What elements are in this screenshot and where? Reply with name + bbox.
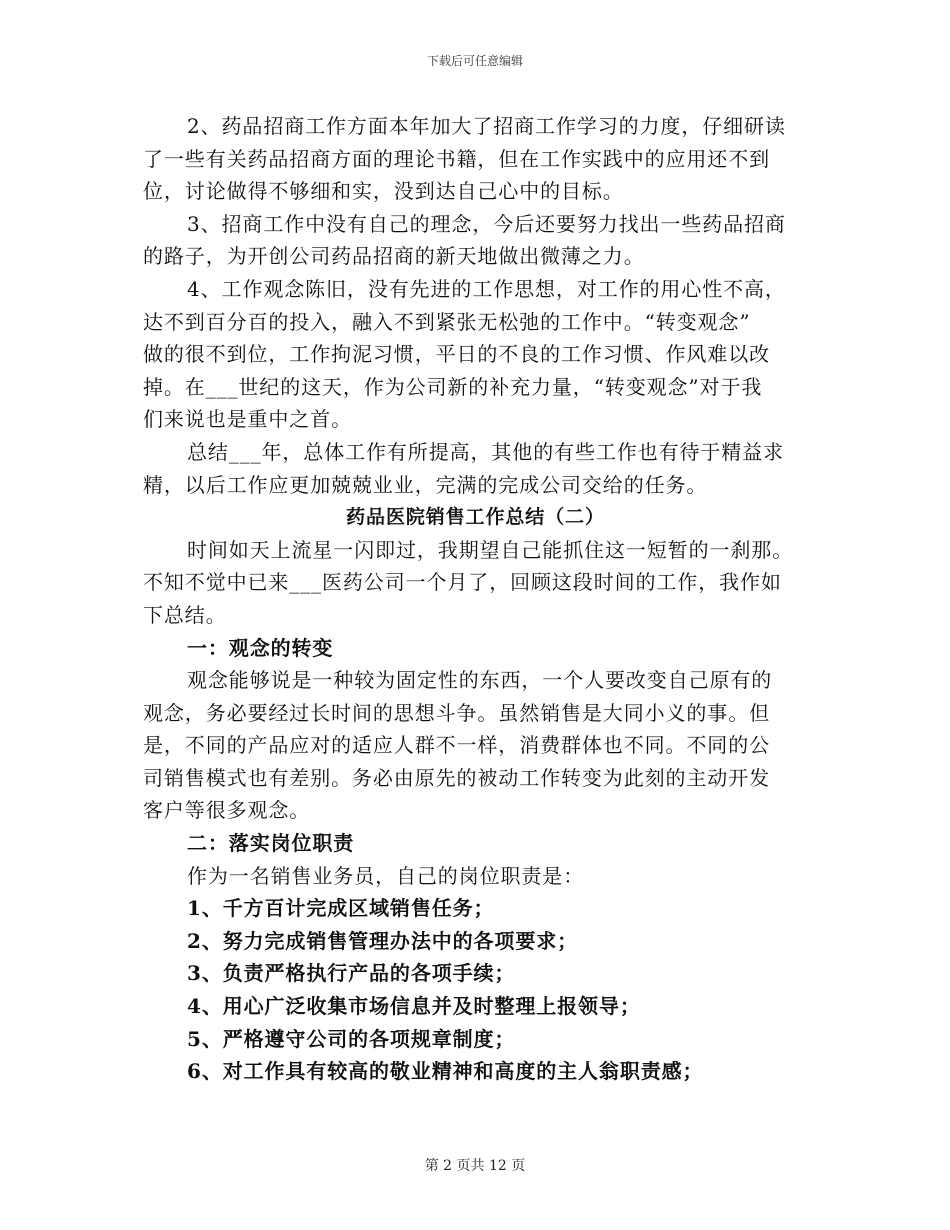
text-line: 精，以后工作应更加兢兢业业，完满的完成公司交给的任务。	[143, 472, 708, 497]
text-line: 做的很不到位，工作拘泥习惯，平日的不良的工作习惯、作风难以改	[143, 342, 770, 367]
text-line: 们来说也是重中之首。	[143, 407, 352, 432]
text-line: 6、对工作具有较高的敬业精神和高度的主人翁职责感；	[187, 1059, 704, 1084]
text-line: 的路子，为开创公司药品招商的新天地做出微薄之力。	[143, 244, 645, 269]
text-line: 二：落实岗位职责	[187, 831, 355, 856]
text-line: 观念能够说是一种较为固定性的东西，一个人要改变自己原有的	[187, 668, 773, 693]
text-line: 位，讨论做得不够细和实，没到达自己心中的目标。	[143, 179, 624, 204]
text-line: 不知不觉中已来___医药公司一个月了，回顾这段时间的工作，我作如	[143, 570, 782, 595]
text-line: 5、严格遵守公司的各项规章制度；	[187, 1026, 516, 1051]
text-line: 总结___年，总体工作有所提高，其他的有些工作也有待于精益求	[187, 439, 784, 464]
text-line: 了一些有关药品招商方面的理论书籍，但在工作实践中的应用还不到	[143, 146, 770, 171]
text-line: 3、负责严格执行产品的各项手续；	[187, 961, 516, 986]
text-line: 4、用心广泛收集市场信息并及时整理上报领导；	[187, 994, 641, 1019]
text-line: 下总结。	[143, 602, 227, 627]
document-body	[143, 110, 808, 1088]
text-line: 达不到百分百的投入，融入不到紧张无松弛的工作中。“转变观念”	[143, 309, 751, 334]
page-footer: 第 2 页共 12 页	[424, 1158, 526, 1174]
text-line: 观念，务必要经过长时间的思想斗争。虽然销售是大同小义的事。但	[143, 700, 770, 725]
text-line: 一：观念的转变	[187, 635, 334, 660]
text-line: 4、工作观念陈旧，没有先进的工作思想，对工作的用心性不高，	[187, 276, 786, 301]
text-line: 作为一名销售业务员，自己的岗位职责是：	[187, 863, 585, 888]
text-line: 司销售模式也有差别。务必由原先的被动工作转变为此刻的主动开发	[143, 765, 770, 790]
text-line: 2、药品招商工作方面本年加大了招商工作学习的力度，仔细研读	[187, 114, 786, 138]
text-line: 客户等很多观念。	[143, 798, 311, 823]
page-header: 下载后可任意编辑	[426, 54, 523, 68]
text-line: 1、千方百计完成区域销售任务；	[187, 896, 495, 921]
text-line: 2、努力完成销售管理办法中的各项要求；	[187, 928, 579, 953]
text-line: 时间如天上流星一闪即过，我期望自己能抓住这一短暂的一刹那。	[187, 537, 794, 562]
text-line: 3、招商工作中没有自己的理念，今后还要努力找出一些药品招商	[187, 211, 786, 236]
text-line: 掉。在___世纪的这天，作为公司新的补充力量，“转变观念”对于我	[143, 374, 763, 399]
text-line: 是，不同的产品应对的适应人群不一样，消费群体也不同。不同的公	[143, 733, 770, 758]
section-title: 药品医院销售工作总结（二）	[346, 506, 605, 529]
